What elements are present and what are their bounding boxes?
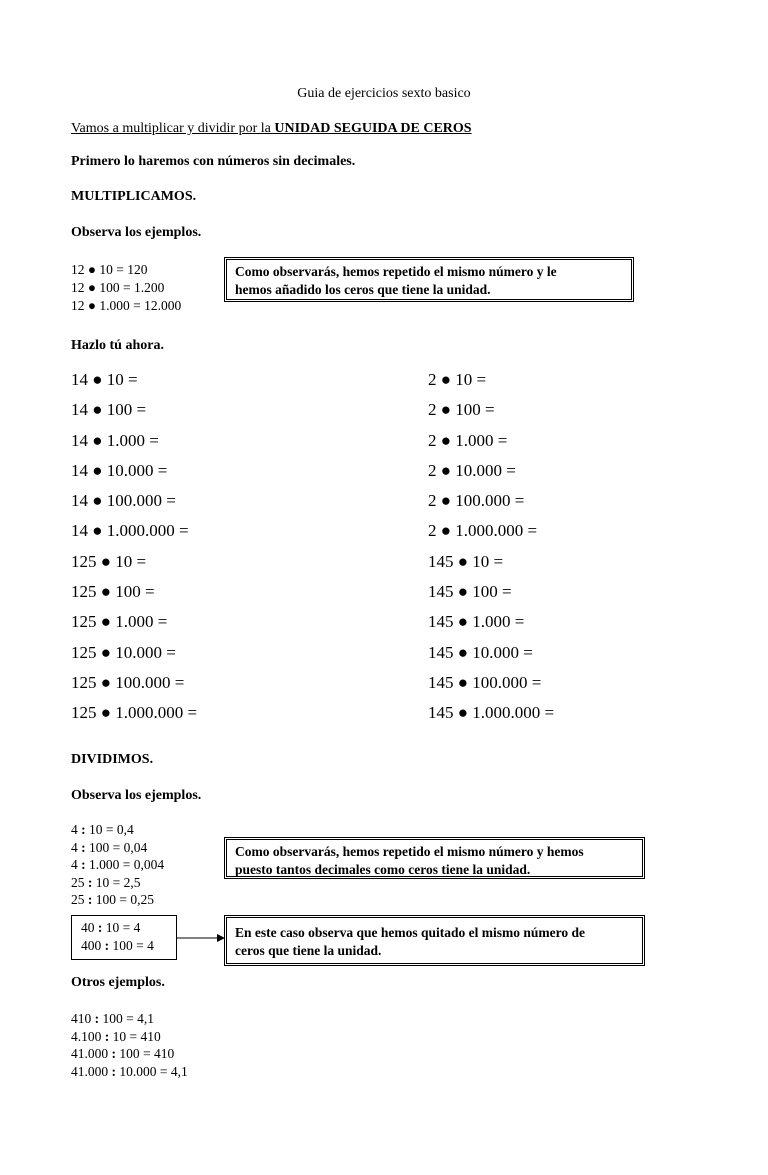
- divide-example: 410 : 100 = 4,1: [71, 1011, 154, 1026]
- divide-example: 41.000 : 10.000 = 4,1: [71, 1063, 188, 1079]
- other-examples: [71, 1010, 188, 1080]
- intro-line: [71, 121, 472, 137]
- exercise: 145 ● 100.000 =: [428, 672, 542, 692]
- exercise: 125 ● 1.000.000 =: [71, 703, 198, 723]
- intro-prefix: Vamos a multiplicar y dividir por la: [71, 121, 275, 136]
- note-line: puesto tantos decimales como ceros tiene la unidad.: [235, 862, 531, 877]
- exercise: 14 ● 1.000 =: [71, 430, 159, 450]
- divide-example: 4 : 10 = 0,4: [71, 822, 134, 837]
- exercise: 2 ● 1.000 =: [428, 430, 508, 450]
- divide-example: 41.000 : 100 = 410: [71, 1046, 175, 1061]
- boxed-examples: [71, 915, 177, 960]
- exercise: 145 ● 1.000 =: [428, 612, 525, 632]
- divide-example: 4 : 100 = 0,04: [71, 839, 148, 855]
- exercise: 14 ● 10.000 =: [71, 460, 168, 480]
- multiply-example: 12 ● 100 = 1.200: [71, 280, 165, 295]
- exercise: 14 ● 100.000 =: [71, 491, 176, 511]
- exercise: 14 ● 1.000.000 =: [71, 521, 189, 541]
- multiply-example: 12 ● 10 = 120: [71, 262, 148, 277]
- exercise: 145 ● 1.000.000 =: [428, 703, 555, 723]
- first-line: Primero lo haremos con números sin decimales.: [71, 154, 356, 169]
- note-line: ceros que tiene la unidad.: [235, 943, 382, 958]
- intro-emphasis: UNIDAD SEGUIDA DE CEROS: [274, 121, 472, 136]
- divide-example: 4 : 1.000 = 0,004: [71, 857, 165, 872]
- exercise: 125 ● 10 =: [71, 551, 147, 571]
- note-line: Como observarás, hemos repetido el mismo número y le: [235, 264, 557, 279]
- divide-example: 4.100 : 10 = 410: [71, 1028, 161, 1044]
- divide-example: 25 : 100 = 0,25: [71, 892, 154, 907]
- exercise: 145 ● 10 =: [428, 551, 504, 571]
- others-heading: Otros ejemplos.: [71, 975, 165, 990]
- divide-example: 400 : 100 = 4: [81, 938, 154, 953]
- exercise: 14 ● 10 =: [71, 370, 138, 389]
- divide-note-box-2: [224, 915, 645, 966]
- arrow-icon: [177, 930, 227, 946]
- divide-example: 25 : 10 = 2,5: [71, 874, 141, 890]
- exercise: 2 ● 100 =: [428, 400, 495, 420]
- multiply-heading: MULTIPLICAMOS.: [71, 189, 197, 204]
- multiply-examples: [71, 261, 181, 315]
- exercise: 145 ● 100 =: [428, 582, 512, 602]
- exercise: 2 ● 10 =: [428, 370, 487, 389]
- exercise: 125 ● 1.000 =: [71, 612, 168, 632]
- note-line: hemos añadido los ceros que tiene la unidad.: [235, 282, 491, 297]
- divide-examples: [71, 821, 164, 909]
- exercise: 2 ● 1.000.000 =: [428, 521, 538, 541]
- exercise: 125 ● 100 =: [71, 582, 155, 602]
- exercise: 125 ● 100.000 =: [71, 672, 185, 692]
- note-line: Como observarás, hemos repetido el mismo número y hemos: [235, 844, 584, 859]
- exercise: 14 ● 100 =: [71, 400, 147, 420]
- exercise: 145 ● 10.000 =: [428, 642, 533, 662]
- multiply-observe: Observa los ejemplos.: [71, 225, 202, 240]
- left-exercises: [71, 370, 197, 734]
- divide-heading: DIVIDIMOS.: [71, 752, 154, 767]
- divide-observe: Observa los ejemplos.: [71, 788, 202, 803]
- exercise: 2 ● 100.000 =: [428, 491, 525, 511]
- exercise: 125 ● 10.000 =: [71, 642, 176, 662]
- page-title: Guia de ejercicios sexto basico: [297, 86, 471, 101]
- multiply-note-box: [224, 257, 634, 302]
- note-line: En este caso observa que hemos quitado el mismo número de: [235, 925, 586, 940]
- practice-heading: Hazlo tú ahora.: [71, 338, 164, 353]
- right-exercises: [428, 370, 554, 734]
- multiply-example: 12 ● 1.000 = 12.000: [71, 298, 182, 313]
- divide-example: 40 : 10 = 4: [81, 920, 141, 935]
- divide-note-box: [224, 837, 645, 879]
- exercise: 2 ● 10.000 =: [428, 460, 516, 480]
